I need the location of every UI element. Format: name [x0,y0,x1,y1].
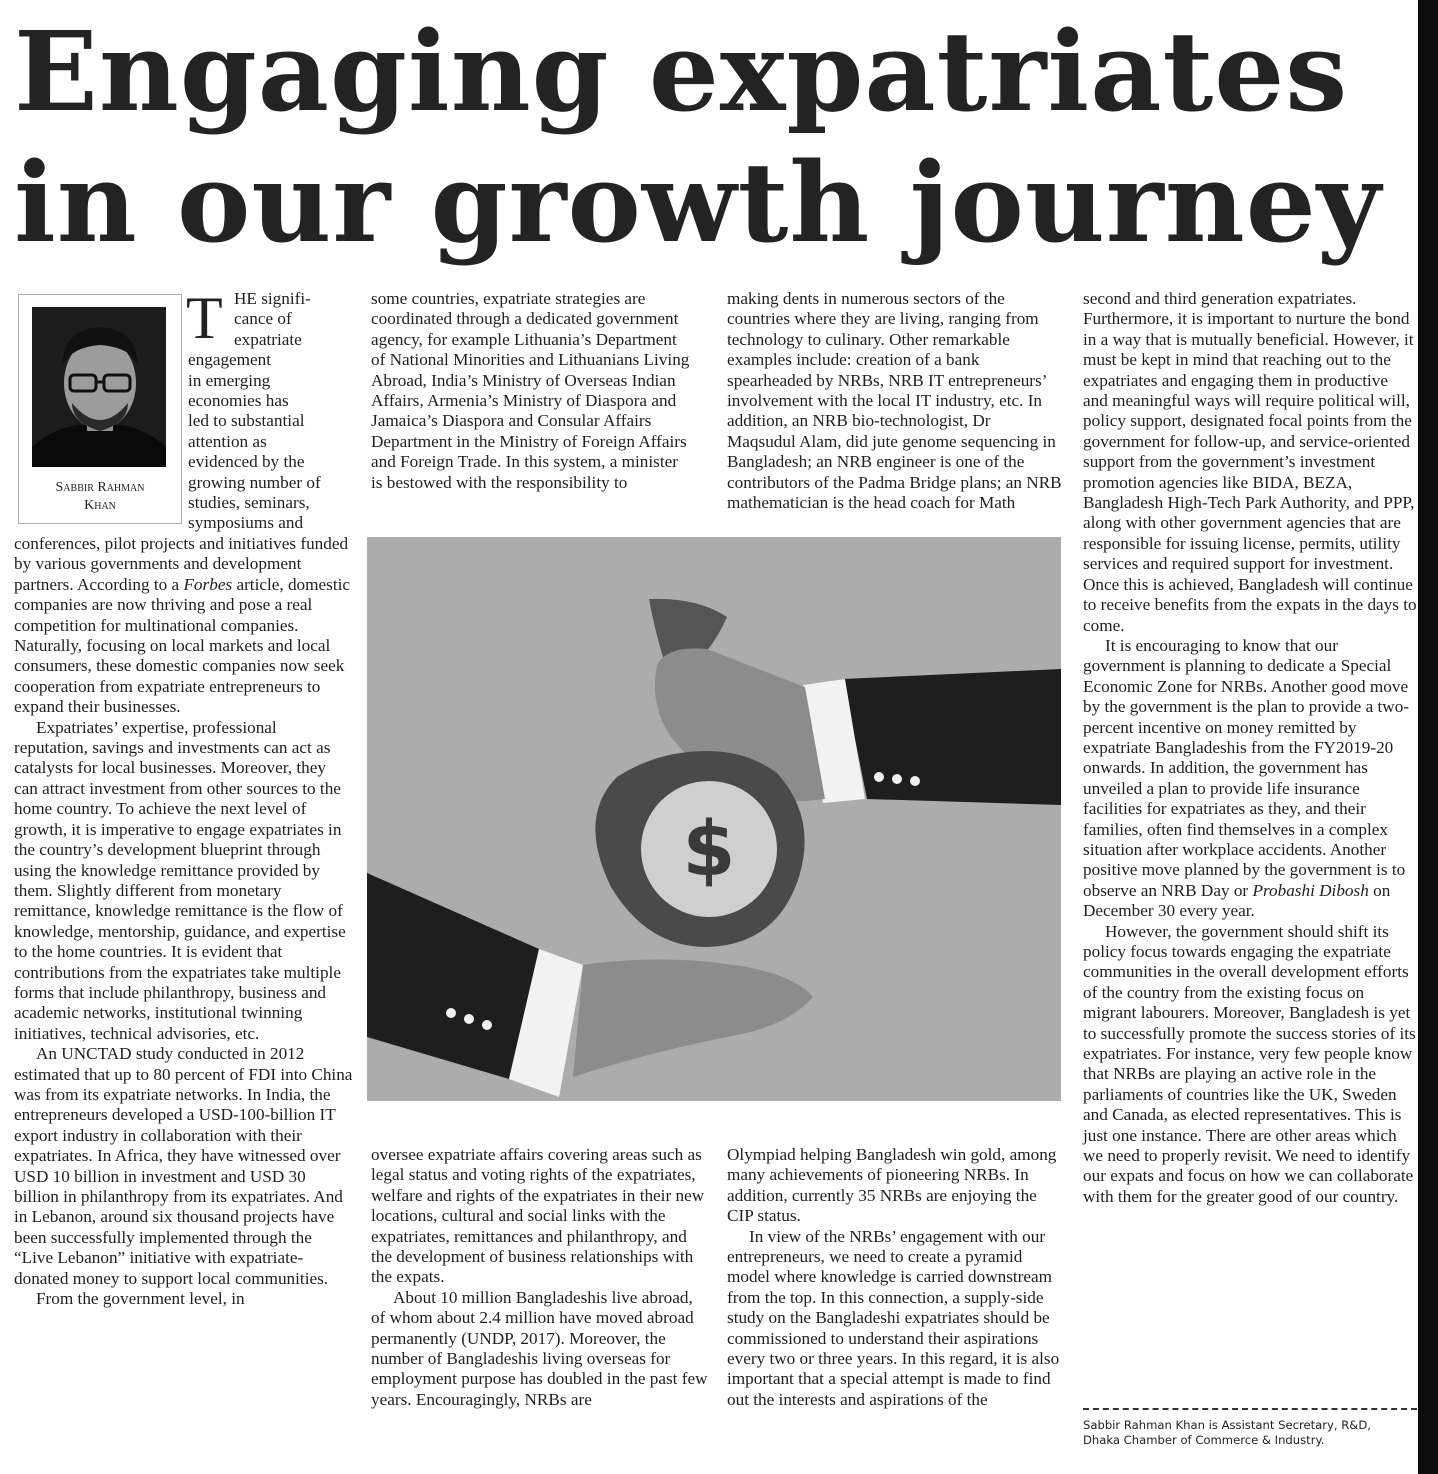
intro-line: growing number of [188,472,321,492]
money-bag-handover-illustration [367,537,1061,1101]
column-1 [14,534,354,1309]
paragraph: About 10 million Bangladeshis live abroad, of whom about 2.4 million have moved abroad permanently (UNDP, 2017). Moreover, the number of Bangladeshis living overseas for employment purpose has doubled in the past few years. Encouragingly, NRBs are [371,1287,708,1409]
author-portrait-image [32,307,166,467]
headline: Engaging expatriates in our growth journey [14,7,1382,267]
cufflink-dot [482,1020,492,1030]
paragraph: Expatriates’ expertise, professional reputation, savings and investments can act as catalysts for local businesses. Moreover, they can attract investment from other sources to the home country. To achieve the next level of growth, it is imperative to engage expatriates in the country’s development blueprint through using the knowledge remittance provided by them. Slightly different from monetary remittance, knowledge remittance is the flow of knowledge, mentorship, guidance, and expertise to the home countries. It is evident that contributions from the expatriates take multiple forms that include philanthropy, business and academic networks, institutional twinning initiatives, technical advisories, etc. [14,717,346,1043]
right-sleeve [843,669,1061,805]
cufflink-dot [464,1014,474,1024]
column-4 [1083,289,1417,1207]
paragraph: In view of the NRBs’ engagement with our entrepreneurs, we need to create a pyramid model where knowledge is carried downstream from the top. In this connection, a supply-side study on the Bangladeshi expatriates should be commissioned to understand their aspirations every two or three years. In this regard, it is also important that a special attempt is made to find out the interests and aspirations of the [727,1226,1060,1409]
intro-line: in emerging [188,370,271,390]
author-photo [32,307,166,467]
paragraph: conferences, pilot projects and initiatives funded by various governments and development partners. According to a Forbes article, domestic companies are now thriving and pose a real competition for multinational companies. Naturally, focusing on local markets and local consumers, these domestic companies now seek cooperation from expatriate entrepreneurs to expand their businesses. [14,534,351,717]
paragraph: However, the government should shift its policy focus towards engaging the expatriate communities in the overall development efforts of the country from the existing focus on migrant labourers. Moreover, Bangladesh is yet to successfully promote the success stories of its expatriates. For instance, very few people know that NRBs are playing an active role in the parliaments of countries like the UK, Sweden and Canada, as elected representatives. This is just one instance. There are other areas which we need to properly revisit. We need to identify our expats and focus on how we can collaborate with them for the greater good of our country. [1083,921,1416,1206]
cufflink-dot [874,772,884,782]
column-2-bottom [371,1145,711,1410]
paragraph: some countries, expatriate strategies are coordinated through a dedicated government agency, for example Lithuania’s Department of National Minorities and Lithuanians Living Abroad, India’s Ministry of Overseas Indian Affairs, Armenia’s Ministry of Diaspora and Jamaica’s Diaspora and Consular Affairs Department in the Ministry of Foreign Affairs and Foreign Trade. In this system, a minister is bestowed with the responsibility to [371,289,690,492]
paragraph: making dents in numerous sectors of the countries where they are living, ranging from technology to culinary. Other remarkable examples include: creation of a bank spearheaded by NRBs, NRB IT entrepreneurs’ involvement with the local IT industry, etc. In addition, an NRB bio-technologist, Dr Maqsudul Alam, did jute genome sequencing in Bangladesh; an NRB engineer is one of the contributors of the Padma Bridge plans; an NRB mathematician is the head coach for Math [727,289,1062,513]
intro-line: expatriate [234,329,302,349]
paragraph: An UNCTAD study conducted in 2012 estimated that up to 80 percent of FDI into China was from its expatriate networks. In India, the entrepreneurs developed a USD-100-billion IT export industry in collaboration with their expatriates. In Africa, they have witnessed over USD 10 billion in investment and USD 30 billion in philanthropy from its expatriates. And in Lebanon, around six thousand projects have been successfully implemented through the “Live Lebanon” initiative with expatriate-donated money to support local communities. [14,1044,353,1288]
intro-line: cance of [234,309,292,329]
lede-intro [186,285,348,534]
paragraph: second and third generation expatriates. Furthermore, it is important to nurture the bond in a way that is mutually beneficial. However, it must be kept in mind that reaching out to the expatriates and engaging them in productive and meaningful ways will require political will, policy support, designated focal points from the government for follow-up, and service-oriented support from the government’s investment promotion agencies like BIDA, BEZA, Bangladesh High-Tech Park Authority, and PPP, along with other government agencies that are responsible for issuing license, permits, utility services and required support for investment. Once this is achieved, Bangladesh will continue to receive benefits from the expats in the days to come. [1083,289,1417,635]
column-3-bottom [727,1145,1063,1410]
intro-line: evidenced by the [188,452,305,472]
cufflink-dot [446,1008,456,1018]
paragraph: From the government level, in [36,1289,245,1309]
drop-cap: T [186,285,223,351]
intro-line: economies has [188,391,289,411]
footnote-divider [1083,1408,1417,1410]
dollar-icon: $ [682,804,736,893]
intro-line: attention as [188,431,267,451]
intro-line: led to substantial [188,411,305,431]
cufflink-dot [892,774,902,784]
column-3-top [727,289,1063,513]
intro-line: symposiums and [188,513,304,533]
intro-line: studies, seminars, [188,493,310,513]
intro-line: engagement [188,350,272,370]
footnote-line: Sabbir Rahman Khan is Assistant Secretary, R&D, [1083,1418,1371,1432]
right-edge-bar [1418,0,1438,1474]
paragraph: oversee expatriate affairs covering areas such as legal status and voting rights of the expatriates, welfare and rights of the expatriates in their new locations, cultural and social links with the expatriates, remittances and philanthropy, and the development of business relationships with the expats. [371,1145,705,1287]
cufflink-dot [910,776,920,786]
intro-line: HE signifi- [234,289,311,308]
author-card [18,294,182,524]
column-2-top [371,289,693,493]
paragraph: Olympiad helping Bangladesh win gold, among many achievements of pioneering NRBs. In addition, currently 35 NRBs are enjoying the CIP status. [727,1145,1057,1226]
author-footnote [1083,1418,1413,1448]
author-name: Sabbir Rahman Khan [55,480,145,513]
paragraph: It is encouraging to know that our government is planning to dedicate a Special Economic Zone for NRBs. Another good move by the government is the plan to provide a two-percent incentive on money remitted by expatriate Bangladeshis from the FY2019-20 onwards. In addition, the government has unveiled a plan to provide life insurance facilities for expatriates as they, and their families, often find themselves in a complex situation after workplace accidents. Another positive move planned by the government is to observe an NRB Day or Probashi Dibosh on December 30 every year. [1083,635,1410,921]
footnote-line: Dhaka Chamber of Commerce & Industry. [1083,1433,1325,1447]
